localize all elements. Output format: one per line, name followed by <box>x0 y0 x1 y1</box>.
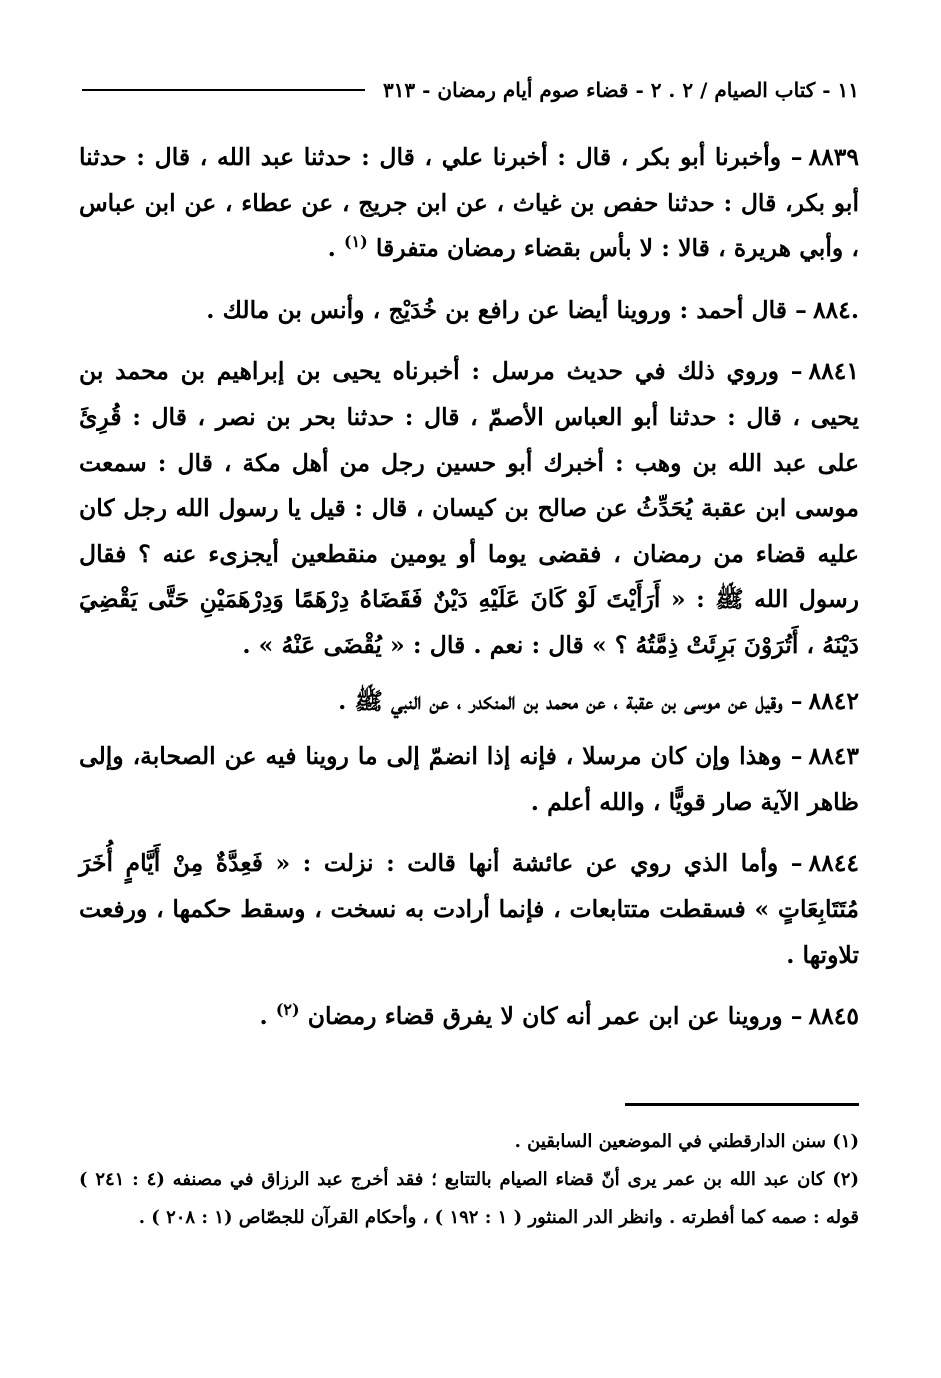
paragraph-number: ٨٨٤٢ <box>808 686 859 715</box>
paragraph-8843 <box>79 734 859 825</box>
paragraph-number: ٨٨٤٥ <box>808 1002 859 1031</box>
paragraph-end: . <box>259 1002 276 1031</box>
paragraph-text: – وهذا وإن كان مرسلا ، فإنه إذا انضمّ إلى ما روينا فيه عن الصحابة، وإلى ظاهر الآية صار قويًّا ، والله أعلم . <box>79 742 859 816</box>
paragraph-number: ٨٨٤١ <box>808 357 859 386</box>
paragraph-text: – وأما الذي روي عن عائشة أنها قالت : نزلت : « فَعِدَّةٌ مِنْ أَيَّامٍ أُخَرَ مُتَتَابِعَاتٍ » فسقطت متتابعات ، فإنما أرادت به نسخت ، وسقط حكمها ، ورفعت تلاوتها . <box>79 849 859 969</box>
main-text <box>79 135 859 1056</box>
footnote-1: (١) سنن الدارقطني في الموضعين السابقين . <box>514 1131 859 1152</box>
paragraph-text: – وأخبرنا أبو بكر ، قال : أخبرنا علي ، قال : حدثنا عبد الله ، قال : حدثنا أبو بكر، قال : حدثنا حفص بن غياث ، عن ابن جريج ، عن عطاء ، عن ابن عباس ، وأبي هريرة ، قالا : لا بأس بقضاء رمضان متفرقا <box>79 143 859 263</box>
paragraph-8839 <box>79 135 859 272</box>
paragraph-8842 <box>79 679 859 725</box>
footnote-ref[interactable]: (٢) <box>275 1000 300 1020</box>
paragraph-number: ٨٨٤٤ <box>808 849 859 878</box>
footnotes <box>79 1123 859 1237</box>
header-title: ١١ - كتاب الصيام / ٢ . ٢ - قضاء صوم أيام رمضان - ٣١٣ <box>382 78 859 102</box>
paragraph-number: ٨٨٣٩ <box>808 143 859 171</box>
footnote-ref[interactable]: (١) <box>343 232 368 252</box>
paragraph-8840 <box>79 288 859 334</box>
paragraph-8844 <box>79 841 859 978</box>
paragraph-8845 <box>79 994 859 1040</box>
footnote-2: (٢) كان عبد الله بن عمر يرى أنّ قضاء الصيام بالتتابع ؛ فقد أخرج عبد الرزاق في مصنفه (٤ : ٢٤١ ) قوله : صمه كما أفطرته . وانظر الدر المنثور ( ١ : ١٩٢ ) ، وأحكام القرآن للجصّاص (١ : ٢٠٨ ) . <box>79 1169 859 1228</box>
paragraph-text: – وقيل عن موسى بن عقبة ، عن محمد بن المنكدر ، عن النبي ﷺ . <box>338 686 803 715</box>
footnote-separator <box>625 1103 859 1106</box>
paragraph-end: . <box>327 234 344 263</box>
paragraph-number: ٨٨٤٣ <box>808 742 859 771</box>
paragraph-number: .٨٨٤ <box>812 295 859 324</box>
running-header <box>82 72 859 108</box>
paragraph-text: – وروينا عن ابن عمر أنه كان لا يفرق قضاء رمضان <box>307 1002 803 1031</box>
paragraph-text: – وروي ذلك في حديث مرسل : أخبرناه يحيى بن إبراهيم بن محمد بن يحيى ، قال : حدثنا أبو العباس الأصمّ ، قال : حدثنا بحر بن نصر ، قال : قُرِئَ على عبد الله بن وهب : أخبرك أبو حسين رجل من أهل مكة ، قال : سمعت موسى ابن عقبة يُحَدِّثُ عن صالح بن كيسان ، قال : قيل يا رسول الله رجل كان عليه قضاء من رمضان ، فقضى يوما أو يومين منقطعين أيجزىء عنه ؟ فقال رسول الله ﷺ : « أَرَأَيْتَ لَوْ كَانَ عَلَيْهِ دَيْنٌ فَقَضَاهُ دِرْهَمًا وَدِرْهَمَيْنِ حَتَّى يَقْضِيَ دَيْنَهُ ، أَتُرَوْنَ بَرِئَتْ ذِمَّتُهُ ؟ » قال : نعم . قال : « يُقْضَى عَنْهُ » . <box>79 357 859 659</box>
paragraph-text: – قال أحمد : وروينا أيضا عن رافع بن خُدَيْج ، وأنس بن مالك . <box>206 295 807 324</box>
paragraph-8841 <box>79 349 859 668</box>
header-rule <box>82 89 365 91</box>
